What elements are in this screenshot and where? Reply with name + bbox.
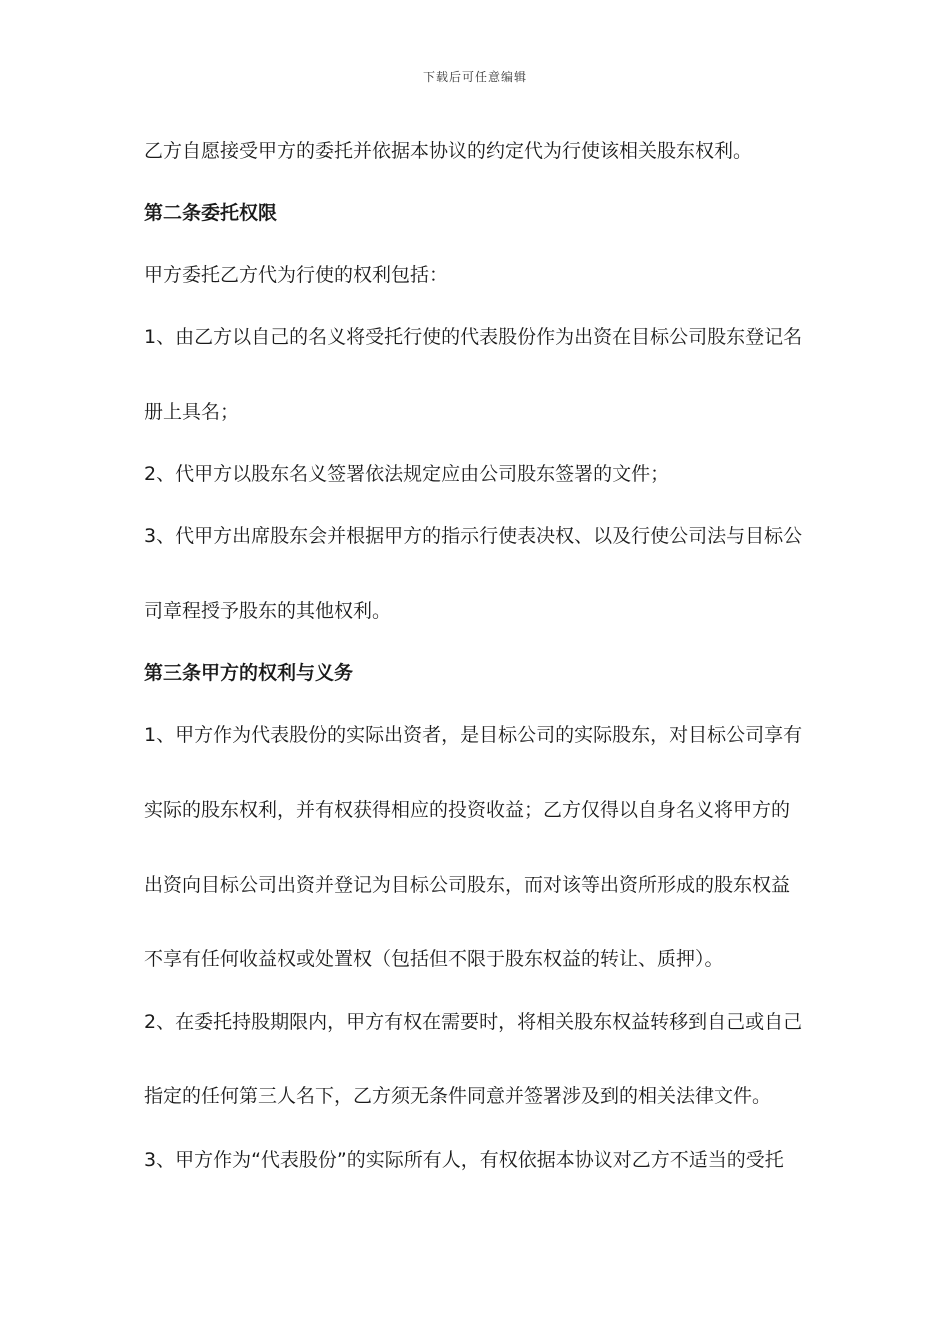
section-heading: 第三条甲方的权利与义务 [144, 662, 354, 684]
paragraph-line: 出资向目标公司出资并登记为目标公司股东，而对该等出资所形成的股东权益 [144, 874, 791, 896]
paragraph-line: 1、由乙方以自己的名义将受托行使的代表股份作为出资在目标公司股东登记名 [144, 326, 803, 348]
paragraph-line: 司章程授予股东的其他权利。 [144, 600, 392, 622]
paragraph-line: 不享有任何收益权或处置权（包括但不限于股东权益的转让、质押）。 [144, 948, 724, 970]
paragraph-line: 乙方自愿接受甲方的委托并依据本协议的约定代为行使该相关股东权利。 [144, 140, 753, 162]
section-heading: 第二条委托权限 [144, 202, 278, 224]
paragraph-line: 指定的任何第三人名下，乙方须无条件同意并签署涉及到的相关法律文件。 [144, 1085, 772, 1107]
paragraph-line: 甲方委托乙方代为行使的权利包括： [144, 264, 449, 286]
paragraph-line: 实际的股东权利，并有权获得相应的投资收益；乙方仅得以自身名义将甲方的 [144, 799, 791, 821]
paragraph-line: 3、代甲方出席股东会并根据甲方的指示行使表决权、以及行使公司法与目标公 [144, 525, 803, 547]
paragraph-line: 册上具名； [144, 401, 240, 423]
paragraph-line: 2、代甲方以股东名义签署依法规定应由公司股东签署的文件； [144, 463, 670, 485]
paragraph-line: 2、在委托持股期限内，甲方有权在需要时，将相关股东权益转移到自己或自己 [144, 1011, 803, 1033]
header-note: 下载后可任意编辑 [422, 70, 527, 84]
paragraph-line: 3、甲方作为“代表股份”的实际所有人，有权依据本协议对乙方不适当的受托 [144, 1149, 784, 1171]
paragraph-line: 1、甲方作为代表股份的实际出资者，是目标公司的实际股东，对目标公司享有 [144, 724, 803, 746]
